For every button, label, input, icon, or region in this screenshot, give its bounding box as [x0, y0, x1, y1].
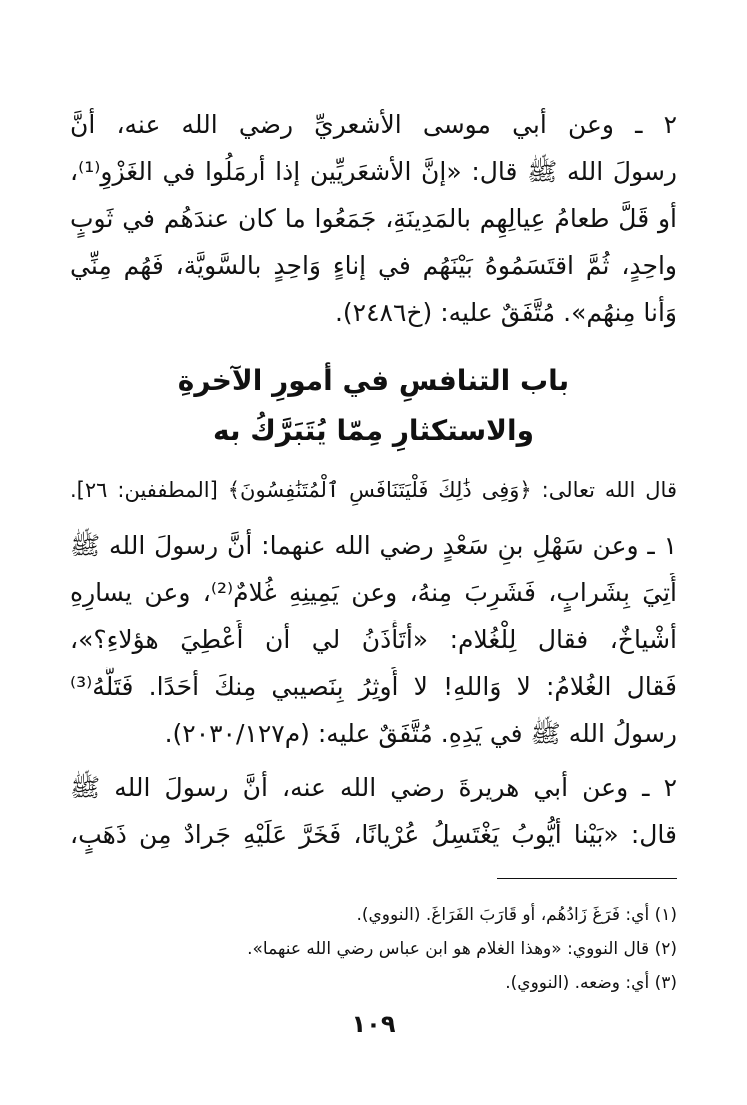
hadith-line: وَأنا مِنهُم». مُتَّفَقٌ عليه: (خ٢٤٨٦).: [334, 298, 677, 327]
footnote: (٣) أي: وضعه. (النووي).: [505, 973, 677, 993]
chapter-title-line1: باب التنافسِ في أمورِ الآخرةِ: [177, 364, 570, 397]
footnote: (١) أي: فَرَغَ زَادُهُم، أو قَارَبَ الفَرَاغَ. (النووي).: [356, 905, 677, 925]
chapter-title-line2: والاستكثارِ مِمّا يُتَبَرَّكُ به: [213, 414, 534, 447]
hadith-line: واحِدٍ، ثُمَّ اقتَسَمُوهُ بَيْنَهُم في إناءٍ وَاحِدٍ بالسَّويَّة، فَهُم مِنِّي: [70, 251, 677, 280]
hadith-line: ٢ ـ وعن أبي هريرةَ رضي الله عنه، أنَّ رسولَ الله ﷺ: [70, 773, 677, 802]
page-number: ١٠٩: [351, 1010, 396, 1038]
hadith-line: ١ ـ وعن سَهْلِ بنِ سَعْدٍ رضي الله عنهما: أنَّ رسولَ الله ﷺ: [70, 531, 677, 560]
hadith-line: أُتِيَ بِشَرابٍ، فَشَرِبَ مِنهُ، وعن يَمِينِهِ غُلامٌ⁽²⁾، وعن يسارِهِ: [70, 578, 677, 607]
hadith-line: قال: «بَيْنا أيُّوبُ يَغْتَسِلُ عُرْيانًا، فَخَرَّ عَلَيْهِ جَرادٌ مِن ذَهَبٍ،: [70, 820, 677, 849]
hadith-line: فَقال الغُلامُ: لا وَاللهِ! لا أُوثِرُ بِنَصيبي مِنكَ أحَدًا. فَتَلَّهُ⁽³⁾: [70, 672, 677, 701]
quran-verse: قال الله تعالى: ﴿وَفِى ذَٰلِكَ فَلْيَتَنَافَسِ ٱلْمُتَنَٰفِسُونَ﴾ [المطففين: ٢٦].: [70, 478, 677, 502]
footnote-separator: [497, 878, 677, 879]
footnote: (٢) قال النووي: «وهذا الغلام هو ابن عباس رضي الله عنهما».: [247, 939, 677, 959]
hadith-line: رسولَ الله ﷺ قال: «إنَّ الأشعَريِّين إذا أرمَلُوا في الغَزْوِ⁽¹⁾،: [70, 157, 677, 186]
hadith-line: أشْياخٌ، فقال لِلْغُلام: «أتَأْذَنُ لي أن أُعْطِيَ هؤلاءِ؟»،: [70, 625, 677, 654]
hadith-line: رسولُ الله ﷺ في يَدِهِ. مُتَّفَقٌ عليه: (م٢٠٣٠/١٢٧).: [164, 719, 677, 748]
hadith-line: ٢ ـ وعن أبي موسى الأشعريِّ رضي الله عنه، أنَّ: [70, 110, 677, 139]
hadith-line: أو قَلَّ طعامُ عِيالِهِم بالمَدِينَةِ، جَمَعُوا ما كان عندَهُم في ثَوبٍ: [70, 204, 677, 233]
